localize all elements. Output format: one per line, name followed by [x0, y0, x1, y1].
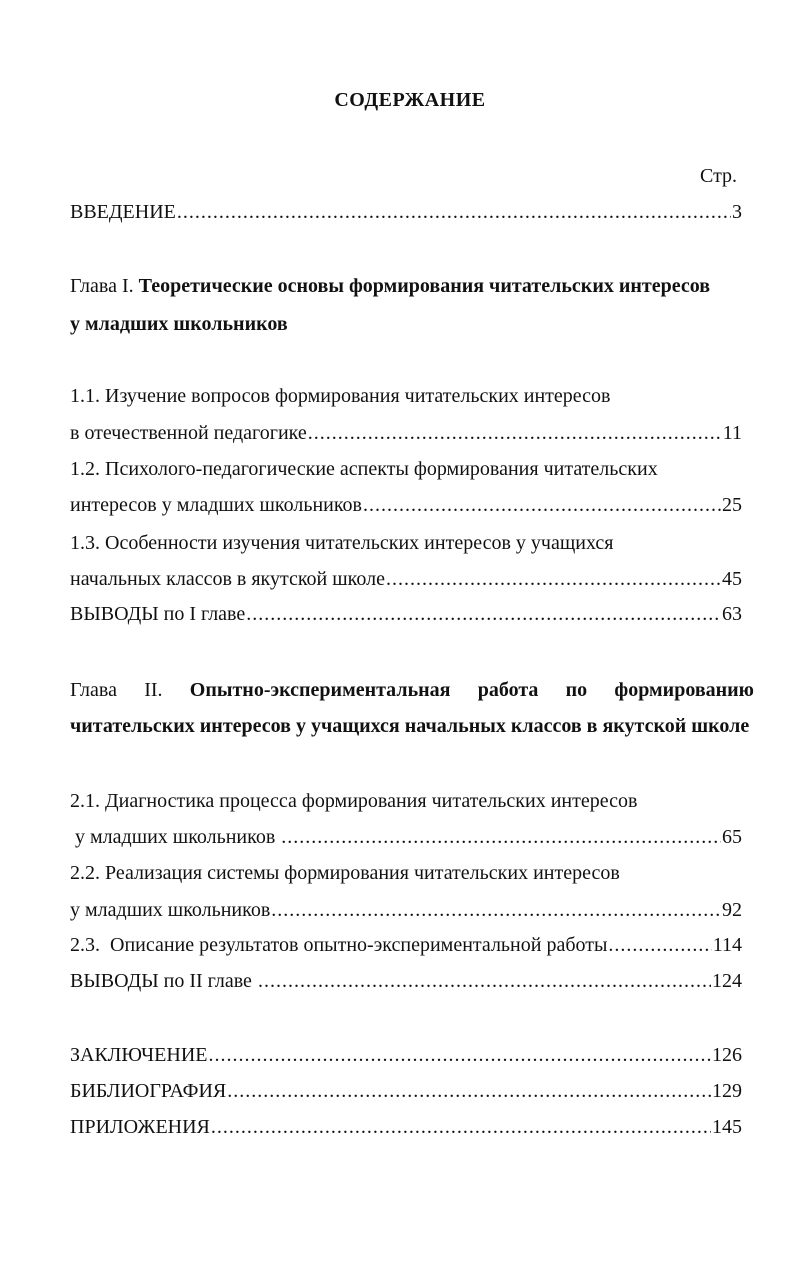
toc-entry-page: 65 [722, 826, 742, 848]
toc-entry-page: 114 [712, 934, 742, 956]
toc-entry-label: ВЫВОДЫ по I главе [70, 603, 246, 625]
toc-entry-label: в отечественной педагогике [70, 422, 307, 444]
toc-entry-1-1[interactable] [70, 421, 742, 445]
toc-entry-conclusion[interactable] [70, 1043, 742, 1067]
chapter-2-word: II. [144, 679, 163, 701]
toc-entry-page: 3 [732, 201, 742, 223]
chapter-2-title-cont: читательских интересов у учащихся начальных классов в якутской школе [70, 715, 750, 737]
leader-dots [271, 898, 721, 922]
chapter-2-heading [70, 678, 754, 702]
chapter-1-title: Теоретические основы формирования читательских интересов [138, 275, 711, 297]
toc-entry-1-2[interactable] [70, 493, 742, 517]
toc-entry-label: БИБЛИОГРАФИЯ [70, 1080, 227, 1102]
toc-entry-label: у младших школьников [70, 826, 281, 848]
toc-entry-page: 25 [722, 494, 742, 516]
chapter-1-title-cont: у младших школьников [70, 313, 288, 335]
leader-dots [227, 1079, 711, 1103]
toc-entry-page: 11 [722, 422, 742, 444]
leader-dots [281, 825, 721, 849]
toc-entry-1-3[interactable] [70, 567, 742, 591]
toc-entry-bibliography[interactable] [70, 1079, 742, 1103]
toc-entry-conclusions-1[interactable] [70, 602, 742, 626]
toc-entry-2-2[interactable] [70, 898, 742, 922]
toc-entry-conclusions-2[interactable] [70, 969, 742, 993]
section-1-3-title: 1.3. Особенности изучения читательских интересов у учащихся [70, 532, 614, 554]
toc-entry-intro[interactable] [70, 200, 742, 224]
toc-entry-label: 2.3. Описание результатов опытно-экспериментальной работы [70, 934, 608, 956]
leader-dots [363, 493, 721, 517]
toc-entry-label: ЗАКЛЮЧЕНИЕ [70, 1044, 208, 1066]
section-2-1-title: 2.1. Диагностика процесса формирования читательских интересов [70, 790, 638, 812]
leader-dots [211, 1115, 711, 1139]
toc-entry-label: ВВЕДЕНИЕ [70, 201, 176, 223]
toc-entry-page: 129 [712, 1080, 742, 1102]
chapter-1-heading [70, 274, 710, 298]
leader-dots [608, 933, 711, 957]
toc-entry-label: ВЫВОДЫ по II главе [70, 970, 257, 992]
section-2-2-title: 2.2. Реализация системы формирования читательских интересов [70, 862, 620, 884]
toc-entry-page: 145 [712, 1116, 742, 1138]
page-title: СОДЕРЖАНИЕ [334, 89, 486, 111]
toc-entry-label: ПРИЛОЖЕНИЯ [70, 1116, 210, 1138]
leader-dots [386, 567, 721, 591]
toc-entry-page: 126 [712, 1044, 742, 1066]
toc-entry-page: 124 [712, 970, 742, 992]
section-1-1-title: 1.1. Изучение вопросов формирования читательских интересов [70, 385, 611, 407]
toc-entry-appendix[interactable] [70, 1115, 742, 1139]
chapter-1-prefix: Глава I. [70, 275, 139, 297]
leader-dots [208, 1043, 711, 1067]
toc-entry-2-3[interactable] [70, 933, 742, 957]
toc-entry-label: начальных классов в якутской школе [70, 568, 385, 590]
toc-entry-label: интересов у младших школьников [70, 494, 363, 516]
toc-entry-page: 63 [722, 603, 742, 625]
chapter-2-word: формированию [614, 679, 754, 701]
leader-dots [177, 200, 731, 224]
toc-entry-label: у младших школьников [70, 899, 271, 921]
leader-dots [258, 969, 711, 993]
chapter-2-word: по [565, 679, 588, 701]
leader-dots [246, 602, 721, 626]
chapter-2-word: Опытно-экспериментальная [189, 679, 451, 701]
page-column-label: Стр. [700, 165, 738, 187]
toc-entry-2-1[interactable] [70, 825, 742, 849]
chapter-2-word: Глава [70, 679, 117, 701]
section-1-2-title: 1.2. Психолого-педагогические аспекты формирования читательских [70, 458, 658, 480]
chapter-2-word: работа [477, 679, 539, 701]
toc-entry-page: 45 [722, 568, 742, 590]
leader-dots [308, 421, 722, 445]
toc-entry-page: 92 [722, 899, 742, 921]
